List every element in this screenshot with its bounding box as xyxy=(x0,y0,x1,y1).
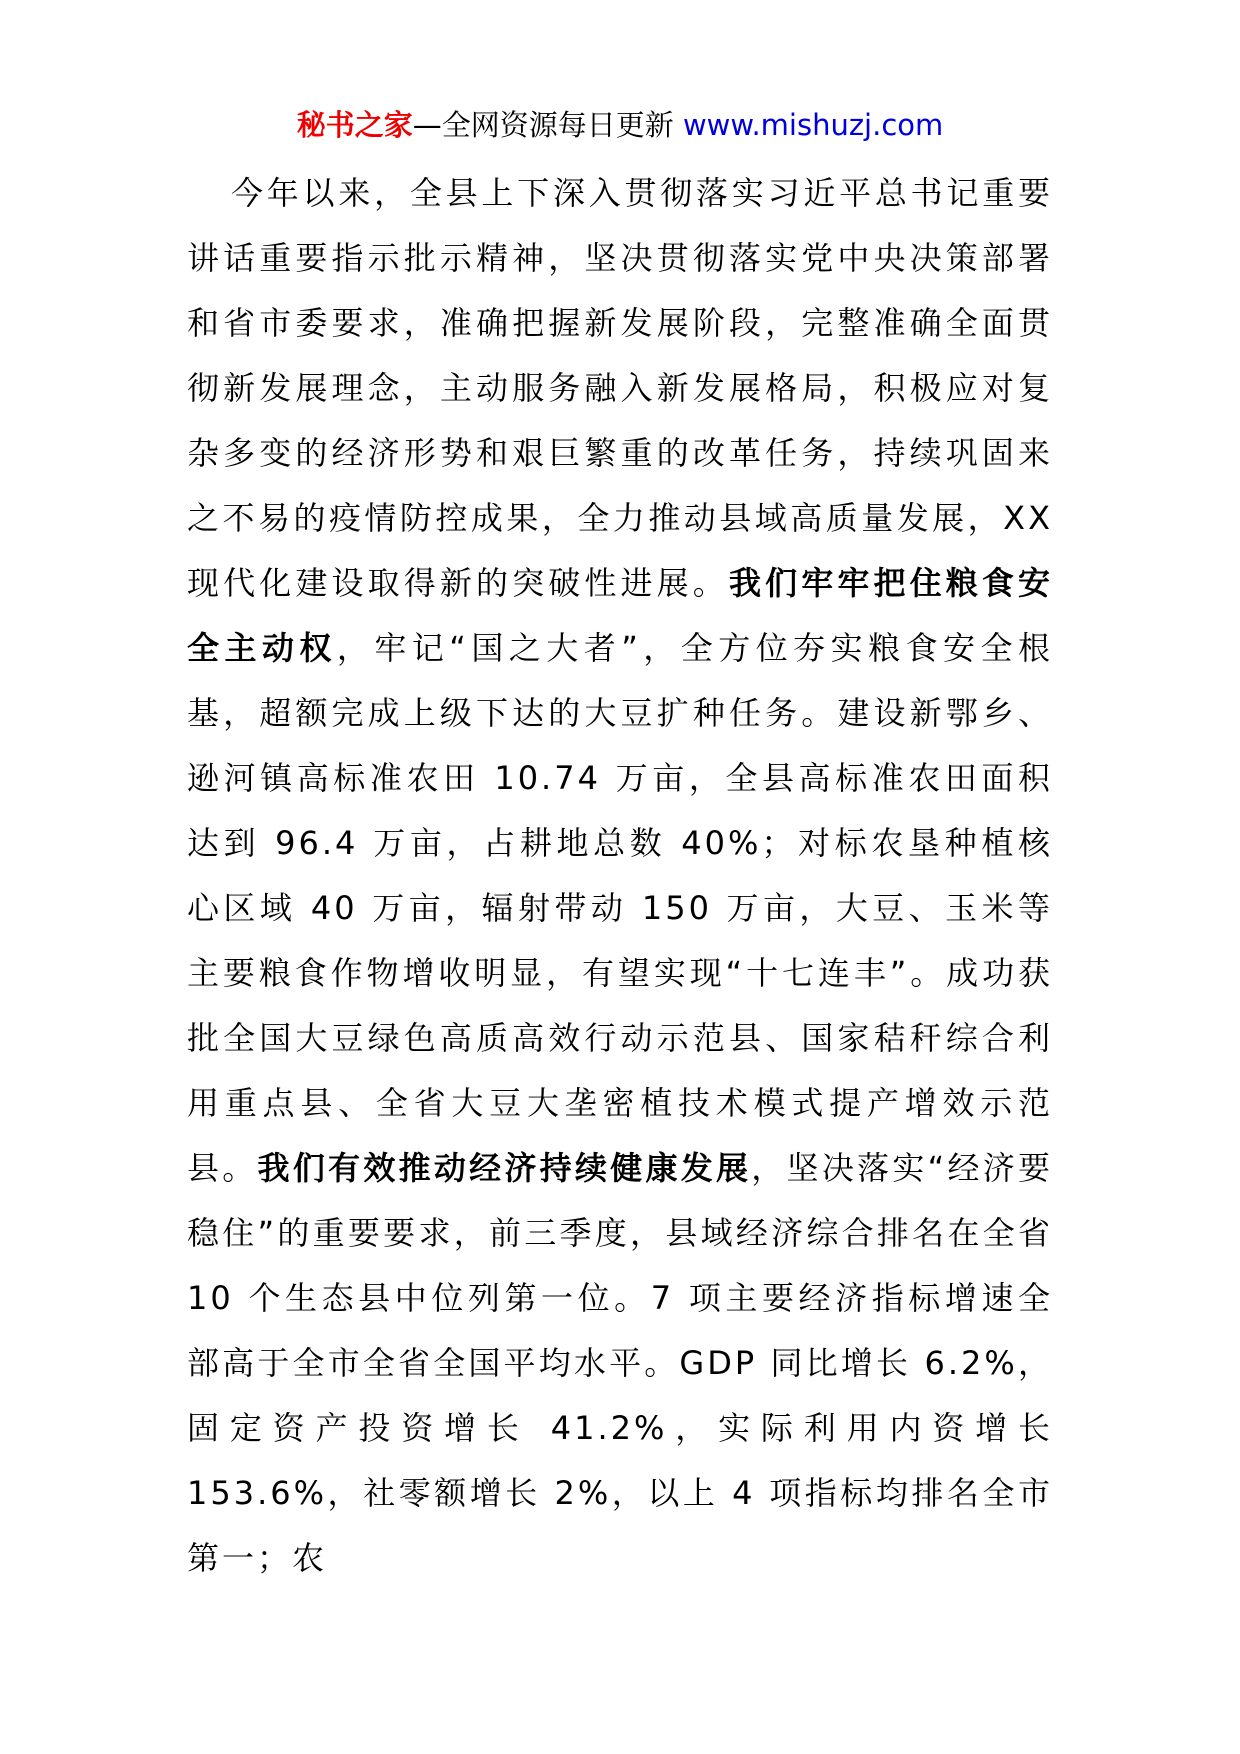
body-paragraph xyxy=(187,161,1053,1591)
paragraph-sentence-3: ，坚决落实“经济要稳住”的重要要求，前三季度，县域经济综合排名在全省 10 个生态县中位列第一位。7 项主要经济指标增速全部高于全市全省全国平均水平。GDP 同比增长 6.2%，固定资产投资增长 41.2%，实际利用内资增长 153.6%，社零额增长 2%，以上 4 项指标均排名全市第一；农 xyxy=(187,1149,1053,1577)
site-tagline: —全网资源每日更新 xyxy=(412,108,674,142)
site-url-link[interactable]: www.mishuzj.com xyxy=(682,108,944,142)
site-brand: 秘书之家 xyxy=(296,108,413,142)
bold-heading-economy: 我们有效推动经济持续健康发展 xyxy=(257,1149,752,1187)
bold-heading-food-security: 我们牢牢把住粮食安全主动权 xyxy=(187,564,1053,667)
site-header xyxy=(0,100,1240,150)
paragraph-sentence-2: ，牢记“国之大者”，全方位夯实粮食安全根基，超额完成上级下达的大豆扩种任务。建设新鄂乡、逊河镇高标准农田 10.74 万亩，全县高标准农田面积达到 96.4 万亩，占耕地总数 40%；对标农垦种植核心区域 40 万亩，辐射带动 150 万亩，大豆、玉米等主要粮食作物增收明显，有望实现“十七连丰”。成功获批全国大豆绿色高质高效行动示范县、国家秸秆综合利用重点县、全省大豆大垄密植技术模式提产增效示范县。 xyxy=(187,629,1053,1187)
paragraph-sentence-1: 今年以来，全县上下深入贯彻落实习近平总书记重要讲话重要指示批示精神，坚决贯彻落实党中央决策部署和省市委要求，准确把握新发展阶段，完整准确全面贯彻新发展理念，主动服务融入新发展格局，积极应对复杂多变的经济形势和艰巨繁重的改革任务，持续巩固来之不易的疫情防控成果，全力推动县域高质量发展，XX 现代化建设取得新的突破性进展。 xyxy=(187,174,1053,602)
